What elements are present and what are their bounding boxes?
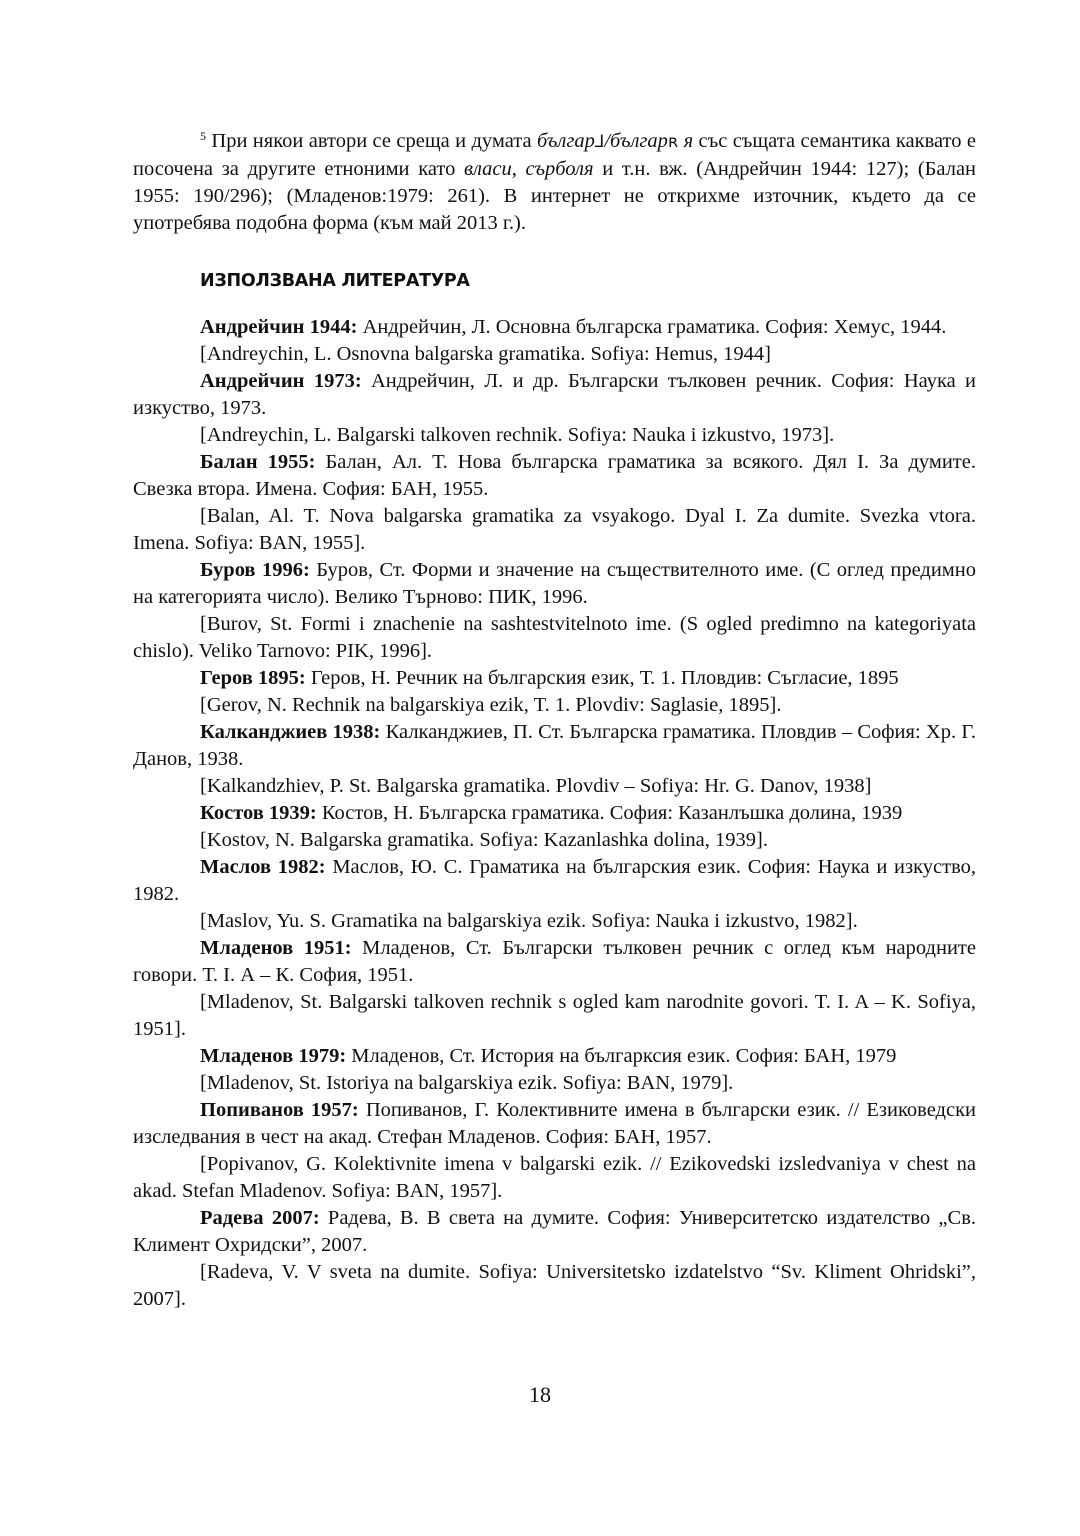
reference-transliteration: [Burov, St. Formi i znachenie na sashtestvitelnoto ime. (S ogled predimno na kategoriyata chislo). Veliko Tarnovo: PIK, 1996]. <box>133 613 976 662</box>
reference-text: Младенов, Ст. История на българксия език. София: БАН, 1979 <box>346 1045 897 1067</box>
reference-author: Радева 2007: <box>200 1207 320 1229</box>
reference-transliteration: [Radeva, V. V sveta na dumite. Sofiya: Universitetsko izdatelstvo “Sv. Kliment Ohridski”, 2007]. <box>133 1261 976 1310</box>
reference-author: Калканджиев 1938: <box>200 721 381 743</box>
reference-transliteration: [Gerov, N. Rechnik na balgarskiya ezik, T. 1. Plovdiv: Saglasie, 1895]. <box>200 694 782 716</box>
reference-author: Андрейчин 1973: <box>200 370 362 392</box>
reference-entry <box>133 800 976 827</box>
reference-author: Младенов 1951: <box>200 937 352 959</box>
section-heading: ИЗПОЛЗВАНА ЛИТЕРАТУРА <box>200 271 470 291</box>
reference-entry <box>133 854 976 908</box>
reference-text: Буров, Ст. Форми и значение на съществителното име. (С оглед предимно на категорията число). Велико Търново: ПИК, 1996. <box>133 559 976 608</box>
page-body <box>133 128 976 1313</box>
reference-author: Попиванов 1957: <box>200 1099 359 1121</box>
reference-entry <box>133 557 976 611</box>
reference-transliteration: [Andreychin, L. Balgarski talkoven rechnik. Sofiya: Nauka i izkustvo, 1973]. <box>200 424 835 446</box>
reference-entry <box>133 935 976 989</box>
reference-author: Маслов 1982: <box>200 856 326 878</box>
footnote-number: 5 <box>200 129 206 143</box>
reference-entry <box>133 1043 976 1070</box>
reference-entry <box>133 314 976 341</box>
reference-entry <box>133 368 976 422</box>
reference-entry <box>133 1097 976 1151</box>
reference-transliteration: [Mladenov, St. Balgarski talkoven rechnik s ogled kam narodnite govori. T. I. A – K. Sofiya, 1951]. <box>133 991 976 1040</box>
reference-entry <box>133 1205 976 1259</box>
reference-text: Андрейчин, Л. и др. Български тълковен речник. София: Наука и изкуство, 1973. <box>133 370 976 419</box>
reference-entry <box>133 449 976 503</box>
reference-list <box>133 314 976 1313</box>
reference-transliteration: [Balan, Al. T. Nova balgarska gramatika za vsyakogo. Dyal I. Za dumite. Svezka vtora. Imena. Sofiya: BAN, 1955]. <box>133 505 976 554</box>
reference-text: Балан, Ал. Т. Нова българска граматика за всякого. Дял I. За думите. Свезка втора. Имена. София: БАН, 1955. <box>133 451 976 500</box>
reference-author: Андрейчин 1944: <box>200 316 358 338</box>
reference-transliteration: [Popivanov, G. Kolektivnite imena v balgarski ezik. // Ezikovedski izsledvaniya v chest na akad. Stefan Mladenov. Sofiya: BAN, 1957]. <box>133 1153 976 1202</box>
reference-author: Буров 1996: <box>200 559 310 581</box>
reference-transliteration: [Andreychin, L. Osnovna balgarska gramatika. Sofiya: Hemus, 1944] <box>200 343 772 365</box>
reference-transliteration: [Kostov, N. Balgarska gramatika. Sofiya: Kazanlashka dolina, 1939]. <box>200 829 768 851</box>
reference-text: Младенов, Ст. Български тълковен речник с оглед към народните говори. Т. I. А – К. София, 1951. <box>133 937 976 986</box>
reference-entry <box>133 719 976 773</box>
reference-text: Калканджиев, П. Ст. Българска граматика. Пловдив – София: Хр. Г. Данов, 1938. <box>133 721 976 770</box>
glyph-1: ⅃ <box>594 132 605 152</box>
reference-entry <box>133 665 976 692</box>
glyph-2: ʀ <box>667 132 679 152</box>
reference-text: Геров, Н. Речник на българския език, Т. 1. Пловдив: Съгласие, 1895 <box>305 667 899 689</box>
reference-text: Андрейчин, Л. Основна българска граматика. София: Хемус, 1944. <box>357 316 947 338</box>
reference-transliteration: [Maslov, Yu. S. Gramatika na balgarskiya ezik. Sofiya: Nauka i izkustvo, 1982]. <box>200 910 858 932</box>
reference-transliteration: [Mladenov, St. Istoriya na balgarskiya ezik. Sofiya: BAN, 1979]. <box>200 1072 734 1094</box>
reference-text: Маслов, Ю. С. Граматика на българския език. София: Наука и изкуство, 1982. <box>133 856 976 905</box>
reference-transliteration: [Kalkandzhiev, P. St. Balgarska gramatika. Plovdiv – Sofiya: Hr. G. Danov, 1938] <box>200 775 872 797</box>
footnote: $^5$ При някои автори се среща и думата българ⅃/българʀ я със същата семантика каквато е посочена за другите етноними като власи, сърболя и т.н. вж. (Андрейчин 1944: 127); (Балан 1955: 190/296); (Младенов:1979: 261). В интернет не открихме източник, където да се употребява подобна форма (към май 2013 г.). <box>133 129 977 234</box>
reference-author: Костов 1939: <box>200 802 317 824</box>
reference-author: Геров 1895: <box>200 667 306 689</box>
reference-text: Радева, В. В света на думите. София: Университетско издателство „Св. Климент Охридски”, 2007. <box>133 1207 976 1256</box>
reference-text: Попиванов, Г. Колективните имена в български език. // Езиковедски изследвания в чест на акад. Стефан Младенов. София: БАН, 1957. <box>133 1099 976 1148</box>
page-number: 18 <box>529 1382 551 1407</box>
reference-author: Балан 1955: <box>200 451 316 473</box>
reference-text: Костов, Н. Българска граматика. София: Казанлъшка долина, 1939 <box>316 802 903 824</box>
reference-author: Младенов 1979: <box>200 1045 347 1067</box>
